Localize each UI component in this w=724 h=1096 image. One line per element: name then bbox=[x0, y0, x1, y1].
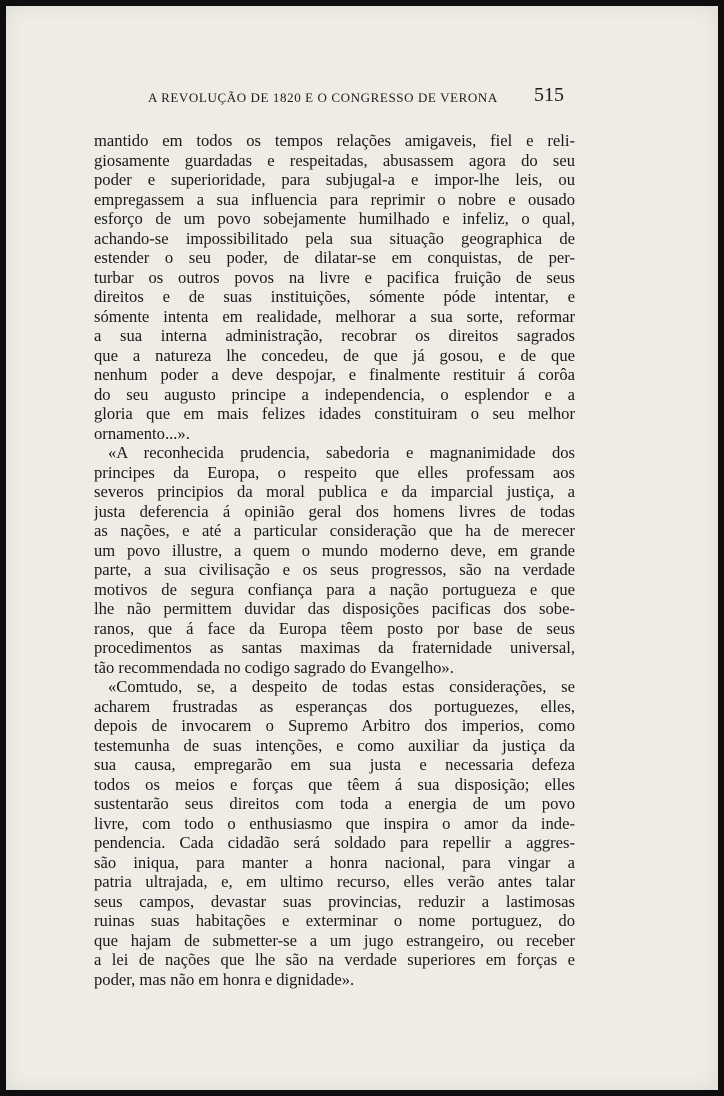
text-line: principes da Europa, o respeito que elles professam aos bbox=[94, 462, 575, 482]
text-line: lhe não permittem duvidar das disposições pacificas dos sobe- bbox=[94, 599, 575, 618]
text-line: gloria que em mais felizes idades constituiram o seu melhor bbox=[94, 404, 575, 423]
text-line: nenhum poder a deve despojar, e finalmente restituir á corôa bbox=[94, 365, 575, 384]
page-number: 515 bbox=[534, 84, 564, 106]
text-line: «A reconhecida prudencia, sabedoria e magnanimidade dos bbox=[108, 443, 575, 462]
text-line: mantido em todos os tempos relações amigaveis, fiel e reli- bbox=[94, 131, 575, 150]
text-line: tão recommendada no codigo sagrado do Evangelho». bbox=[94, 657, 454, 677]
text-line: motivos de segura confiança para a nação portugueza e que bbox=[94, 579, 575, 599]
text-line: pendencia. Cada cidadão será soldado para repellir a aggres- bbox=[94, 833, 575, 852]
text-line: empregassem a sua influencia para reprimir o nobre e ousado bbox=[94, 189, 575, 209]
text-line: a lei de nações que lhe são na verdade superiores em forças e bbox=[94, 950, 575, 969]
text-line: que a natureza lhe concedeu, de que já gosou, e de que bbox=[94, 345, 575, 365]
text-line: testemunha de suas intenções, e como auxiliar da justiça da bbox=[94, 735, 575, 755]
text-line: que hajam de submetter-se a um jugo estrangeiro, ou receber bbox=[94, 930, 575, 950]
text-line: achando-se impossibilitado pela sua situação geographica de bbox=[94, 228, 575, 248]
text-line: acharem frustradas as esperanças dos portuguezes, elles, bbox=[94, 696, 575, 716]
running-header bbox=[6, 84, 718, 114]
text-line: severos principios da moral publica e da imparcial justiça, a bbox=[94, 482, 575, 501]
text-line: do seu augusto principe a independencia, o esplendor e a bbox=[94, 384, 575, 404]
text-line: turbar os outros povos na livre e pacifica fruição de seus bbox=[94, 267, 575, 287]
text-line: a sua interna administração, recobrar os direitos sagrados bbox=[94, 326, 575, 345]
text-line: esforço de um povo sobejamente humilhado e infeliz, o qual, bbox=[94, 209, 575, 228]
text-line: estender o seu poder, de dilatar-se em conquistas, de per- bbox=[94, 248, 575, 267]
text-line: depois de invocarem o Supremo Arbitro dos imperios, como bbox=[94, 716, 575, 735]
text-line: as nações, e até a particular consideração que ha de merecer bbox=[94, 521, 575, 540]
running-title: A REVOLUÇÃO DE 1820 E O CONGRESSO DE VERONA bbox=[148, 90, 498, 105]
text-line: todos os meios e forças que têem á sua disposição; elles bbox=[94, 774, 575, 794]
text-line: livre, com todo o enthusiasmo que inspira o amor da inde- bbox=[94, 813, 575, 833]
text-line: sua causa, empregarão em sua justa e necessaria defeza bbox=[94, 755, 575, 774]
text-line: patria ultrajada, e, em ultimo recurso, elles verão antes talar bbox=[94, 872, 575, 891]
body-text bbox=[94, 131, 575, 989]
text-line: um povo illustre, a quem o mundo moderno deve, em grande bbox=[94, 540, 575, 560]
text-line: poder e superioridade, para subjugal-a e impor-lhe leis, ou bbox=[94, 170, 575, 189]
text-line: são iniqua, para manter a honra nacional, para vingar a bbox=[94, 852, 575, 872]
text-line: sómente intenta em realidade, melhorar a sua sorte, reformar bbox=[94, 306, 575, 326]
text-line: giosamente guardadas e respeitadas, abusassem agora do seu bbox=[94, 150, 575, 170]
text-line: ornamento...». bbox=[94, 423, 190, 443]
text-line: ranos, que á face da Europa têem posto por base de seus bbox=[94, 618, 575, 638]
text-line: direitos e de suas instituições, sómente póde intentar, e bbox=[94, 287, 575, 306]
text-line: poder, mas não em honra e dignidade». bbox=[94, 969, 355, 989]
book-page bbox=[6, 6, 718, 1090]
text-line: parte, a sua civilisação e os seus progressos, são na verdade bbox=[94, 560, 575, 579]
text-line: seus campos, devastar suas provincias, reduzir a lastimosas bbox=[94, 891, 575, 911]
text-line: justa deferencia á opinião geral dos homens livres de todas bbox=[94, 501, 575, 521]
text-line: ruinas suas habitações e exterminar o nome portuguez, do bbox=[94, 911, 575, 930]
text-line: procedimentos as santas maximas da fraternidade universal, bbox=[94, 638, 575, 657]
text-line: sustentarão seus direitos com toda a energia de um povo bbox=[94, 794, 575, 813]
text-line: «Comtudo, se, a despeito de todas estas considerações, se bbox=[108, 677, 575, 696]
